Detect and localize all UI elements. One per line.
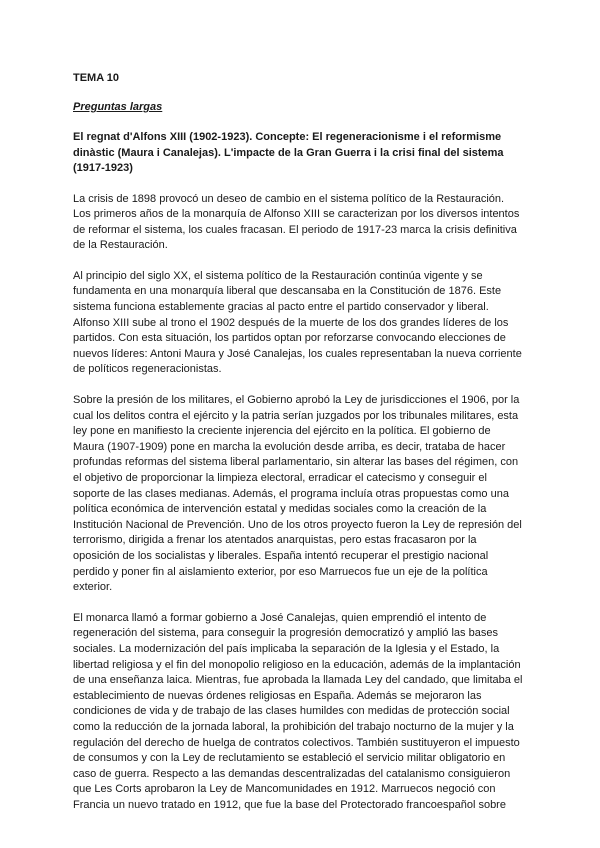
paragraph-4: El monarca llamó a formar gobierno a José Canalejas, quien emprendió el intento de regeneración del sistema, para conseguir la progresión democratizó y amplió las bases sociales. La modernización del país implicaba la separación de la Iglesia y el Estado, la libertad religiosa y el fin del monopolio religioso en la educación, además de la implantación de una enseñanza laica. Mientras, fue aprobada la llamada Ley del candado, que limitaba el establecimiento de nuevas órdenes religiosas en España. Además se mejoraron las condiciones de vida y de trabajo de las clases humildes con medidas de protección social como la reducción de la jornada laboral, la prohibición del trabajo nocturno de la mujer y la regulación del derecho de huelga de contratos colectivos. También sustituyeron el impuesto de consumos y con la Ley de reclutamiento se estableció el servicio militar obligatorio en caso de guerra. Respecto a las demandas descentralizadas del catalanismo consiguieron que Les Corts aprobaron la Ley de Mancomunidades en 1912. Marruecos negoció con Francia un nuevo tratado en 1912, que fue la base del Protectorado francoespañol sobre — [73, 611, 523, 811]
question-heading: El regnat d'Alfons XIII (1902-1923). Concepte: El regeneracionisme i el reformisme dinàstic (Maura i Canalejas). L'impacte de la Gran Guerra i la crisi final del sistema (1917-1923) — [73, 131, 504, 174]
section-title: Preguntas largas — [73, 101, 163, 113]
paragraph-1: La crisis de 1898 provocó un deseo de cambio en el sistema político de la Restauración. Los primeros años de la monarquía de Alfonso XIII se caracterizan por los diversos intentos de reformar el sistema, los cuales fracasan. El periodo de 1917-23 marca la crisis definitiva de la Restauración. — [73, 192, 520, 252]
topic-title: TEMA 10 — [73, 72, 120, 84]
paragraph-3: Sobre la presión de los militares, el Gobierno aprobó la Ley de jurisdicciones el 1906, por la cual los delitos contra el ejército y la patria serían juzgados por los tribunales militares, esta ley pone en manifiesto la creciente injerencia del ejército en la política. El gobierno de Maura (1907-1909) pone en marcha la evolución desde arriba, es decir, trataba de hacer profundas reformas del sistema liberal parlamentario, sin alterar las bases del régimen, con el objetivo de proporcionar la limpieza electoral, erradicar el catecismo y conseguir el soporte de las clases medianas. Además, el programa incluía otras propuestas como una política económica de intervención estatal y medidas sociales como la creación de la Institución Nacional de Prevención. Uno de los otros proyecto fueron la Ley de represión del terrorismo, dirigida a frenar los atentados anarquistas, pero estas fracasaron por la oposición de los socialistas y liberales. España intentó recuperar el prestigio nacional perdido y poner fin al aislamiento exterior, por eso Marruecos fue un eje de la política exterior. — [73, 394, 522, 594]
paragraph-2: Al principio del siglo XX, el sistema político de la Restauración continúa vigente y se fundamenta en una monarquía liberal que descansaba en la Constitución de 1876. Este sistema funciona establemente gracias al pacto entre el partido conservador y liberal. Alfonso XIII sube al trono el 1902 después de la muerte de los dos grandes líderes de los partidos. Con esta situación, los partidos optan por reforzarse convocando elecciones de nuevos líderes: Antoni Maura y José Canalejas, los cuales representaban la nueva corriente de políticos regeneracionistas. — [73, 269, 522, 376]
document-body — [73, 71, 523, 813]
